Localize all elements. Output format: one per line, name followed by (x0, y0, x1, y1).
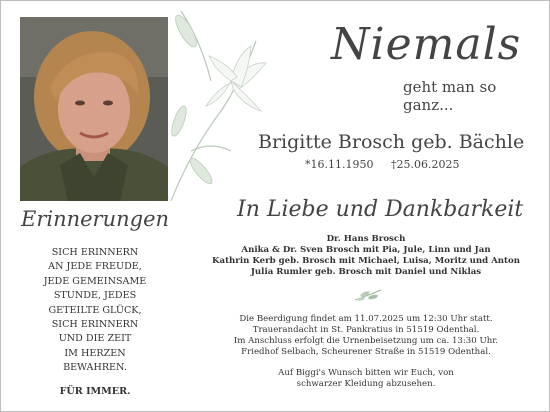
leaf-divider-icon (353, 288, 383, 302)
poem-line: GETEILTE GLÜCK, (48, 304, 142, 316)
mourners-list (201, 234, 531, 278)
birth-date: *16.11.1950 (305, 158, 374, 171)
memories-poem (25, 246, 165, 399)
poem-line: UND DIE ZEIT (58, 333, 132, 345)
life-dates (305, 158, 459, 171)
poem-line: SICH ERINNERN (51, 247, 139, 258)
poem-closing: FÜR IMMER. (59, 385, 131, 397)
mourner-line: Dr. Hans Brosch (326, 234, 406, 244)
poem-line: JEDE GEMEINSAME (43, 275, 147, 287)
paragraph-spacer (201, 358, 531, 368)
mourner-line: Kathrin Kerb geb. Brosch mit Michael, Luisa, Moritz und Anton (212, 256, 520, 266)
poem-line: IM HERZEN (64, 347, 126, 359)
death-date: †25.06.2025 (390, 158, 460, 171)
request-line: schwarzer Kleidung abzusehen. (296, 379, 436, 389)
deceased-name: Brigitte Brosch geb. Bächle (258, 131, 525, 153)
service-line: Die Beerdigung findet am 11.07.2025 um 12:30 Uhr statt. (239, 314, 493, 324)
portrait-photo (20, 17, 168, 201)
mourner-line: Anika & Dr. Sven Brosch mit Pia, Jule, Linn und Jan (241, 245, 491, 255)
headline-niemals: Niemals (331, 19, 522, 70)
headline-subtitle: geht man so ganz... (403, 78, 497, 114)
mourner-line: Julia Rumler geb. Brosch mit Daniel und Niklas (250, 267, 482, 277)
request-line: Auf Biggi's Wunsch bitten wir Euch, von (278, 368, 454, 378)
lily-flower-decoration (161, 1, 271, 201)
poem-line: BEWAHREN. (63, 362, 127, 374)
poem-line: AN JEDE FREUDE, (48, 261, 142, 273)
service-line: Trauerandacht in St. Pankratius in 51519 Odenthal. (252, 325, 480, 335)
service-line: Friedhof Selbach, Scheurener Straße in 51519 Odenthal. (241, 347, 491, 357)
service-line: Im Anschluss erfolgt die Urnenbeisetzung um ca. 13:30 Uhr. (233, 336, 499, 346)
mourners-heading: In Liebe und Dankbarkeit (237, 197, 524, 222)
funeral-information (201, 314, 531, 390)
memories-heading: Erinnerungen (21, 207, 170, 231)
poem-line: SICH ERINNERN (51, 319, 139, 331)
poem-line: STUNDE, JEDES (53, 290, 137, 302)
